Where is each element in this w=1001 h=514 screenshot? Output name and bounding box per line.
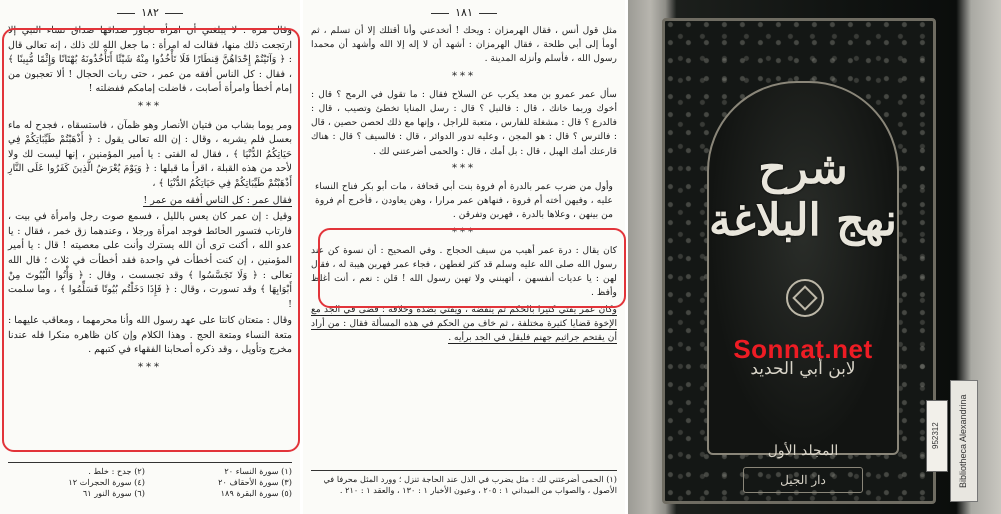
footnote: (٢) جدح : خلط . — [88, 466, 145, 476]
footnotes — [311, 470, 617, 496]
page-number: ١٨٢ — [0, 6, 300, 19]
paragraph — [8, 194, 292, 209]
cover-volume: المجلد الأول — [767, 443, 839, 459]
cover-title-line: شرح — [758, 143, 848, 194]
underlined-quote: فقال عمر : كل الناس أفقه من عمر ! — [143, 194, 292, 206]
section-separator: *** — [138, 362, 162, 374]
footnote: (٤) سورة الحجرات ١٢ — [68, 477, 145, 487]
paragraph: مثل قول أنس ، فقال الهرمزان : ويحك ! أتخدعني وأنا أقتلك إلا أن تسلم ، ثم أومأ إلى أبي طلحة ، فقال الهرمزان : أشهد أن لا إله إلا الله وأشهد أن محمدا رسول الله ، فأسلم وأنزله المدينة . — [311, 25, 617, 65]
cover-publisher: دار الجيل — [743, 467, 863, 493]
footnote: (١) سورة النساء ٢٠ — [224, 466, 292, 476]
footnote: (١) الحمى أضرعتني لك : مثل يضرب في الذل عند الحاجة تنزل ؛ وورد المثل محرفا في الأصول ، والصواب من الميداني ١ : ٢٠٥ ، وعيون الأخبار ١ : ١٣٠ ، والعقد ١ : ٢١٠ . — [323, 474, 617, 495]
section-separator: *** — [452, 70, 476, 82]
page-number: ١٨١ — [303, 6, 625, 19]
cover-ornament-panel — [662, 18, 936, 504]
section-separator: *** — [138, 100, 162, 112]
paragraph: وقيل : إن عمر كان يعس بالليل ، فسمع صوت رجل وامرأة في بيت ، فارتاب فتسور الحائط فوجد امرأة ورجلا ، وعندهما زق خمر ، فقال : يا عدو الله ، أكنت ترى أن الله يسترك وأنت على معصيته ! قال : يا أمير المؤمنين ، إن كنت أخطأت في واحدة فقد أخطأت في ثلاث ؛ قال الله تعالى : ﴿ وَلَا تَجَسَّسُوا ﴾ وقد تجسست ، وقال : ﴿ وَأْتُوا الْبُيُوتَ مِنْ أَبْوَابِهَا ﴾ وقد تسورت ، وقال : ﴿ فَإِذَا دَخَلْتُم بُيُوتًا فَسَلِّمُوا ﴾ ، وما سلمت ! — [8, 211, 292, 310]
footnote: (٥) سورة البقرة ١٨٩ — [220, 488, 292, 498]
paragraph: وأول من ضرب عمر بالدرة أم فروة بنت أبي قحافة ، مات أبو بكر فناح النساء عليه ، وفيهن أخته أم فروة ، فنهاهن عمر مرارا ، وهن يعاودن ، فأخرج أم فروة من بينهن ، وعلاها بالدرة ، فهربن وتفرقن . — [315, 181, 613, 221]
footnote: (٦) سورة النور ٦١ — [82, 488, 145, 498]
right-page — [303, 0, 625, 514]
cover-arch-frame — [707, 81, 899, 459]
paragraph: ومر يوما بشاب من فتيان الأنصار وهو ظمآن ، فاستسقاه ، فجدح له ماء بعسل فلم يشربه ، وقال : إن الله تعالى يقول : ﴿ أَذْهَبْتُمْ طَيِّبَاتِكُمْ فِي حَيَاتِكُمُ الدُّنْيَا ﴾ ، فقال له الفتى : يا أمير المؤمنين ، إنها ليست لك ولا لأحد من هذه القبلة ، اقرأ ما قبلها : ﴿ وَيَوْمَ يُعْرَضُ الَّذِينَ كَفَرُوا عَلَى النَّارِ أَذْهَبْتُمْ طَيِّبَاتِكُمْ فِي حَيَاتِكُمُ الدُّنْيَا ﴾ ، — [8, 119, 292, 189]
shelfmark-label: 952312 — [926, 400, 948, 472]
footnote: (٣) سورة الأحقاف ٢٠ — [218, 477, 292, 487]
page-body — [8, 24, 292, 380]
rosette-icon — [786, 279, 824, 317]
paragraph: سأل عمر عمرو بن معد يكرب عن السلاح فقال : ما تقول في الرمح ؟ قال : أخوك وربما خانك ، قال : فالنبل ؟ قال : رسل المنايا تخطئ وتصيب ، قال : فالدرع ؟ قال : مشغلة للفارس ، متعبة للراجل ، وإنها مع ذلك لحصن حصين ، قال : فالترس ؟ قال : هو المجن ، وعليه تدور الدوائر ، قال : فالسيف ؟ قال : هناك قارعتك أمك الهبل ، قال : بل أمك ، قال : والحمى أضرعتني لك . — [311, 88, 617, 157]
section-separator: *** — [452, 226, 476, 238]
footnotes — [8, 462, 292, 499]
paragraph — [311, 303, 617, 346]
paragraph: وقال : متعتان كانتا على عهد رسول الله وأنا محرمهما ، ومعاقب عليهما : متعة النساء ومتعة الحج . وهذا الكلام وإن كان ظاهره منكرا فله عندنا مخرج وتأويل ، وقد ذكره أصحابنا الفقهاء في كتبهم . — [8, 315, 292, 356]
left-page — [0, 0, 300, 514]
watermark: Sonnat.net — [733, 334, 873, 364]
underlined-passage: وكان عمر يفتي كثيرا بالحكم ثم ينقضه ، ويفتي بضده وخلافه ؛ قضى في الجد مع الإخوة قضايا كثيرة مختلفة ، ثم خاف من الحكم في هذه المسألة فقال : من أراد أن يقتحم جراثيم جهنم فليقل في الجد برأيه . — [311, 303, 617, 344]
section-separator: *** — [452, 162, 476, 174]
cover-title-line: نهج البلاغة — [708, 195, 897, 246]
paragraph: وقال مرة : لا يبلغني أن امرأة تجاوز صداقها صداق نساء النبي إلا ارتجعت ذلك منها، فقالت له امرأة : ما جعل الله لك ذلك ، إنه تعالى قال : ﴿ وَآتَيْتُمْ إِحْدَاهُنَّ قِنطَارًا فَلَا تَأْخُذُوا مِنْهُ شَيْئًا أَتَأْخُذُونَهُ بُهْتَانًا وَإِثْمًا مُّبِينًا ﴾ ، فقال : كل الناس أفقه من عمر ، حتى ربات الحجال ! ألا تعجبون من إمام أخطأ وامرأة أصابت ، فاضلت إمامكم ففضلته ! — [8, 25, 292, 95]
paragraph: كان يقال : درة عمر أهيب من سيف الحجاج . وفي الصحيح : أن نسوة كن عند رسول الله صلى الله عليه وسلم قد كثر لغطهن ، فجاء عمر فهربن هيبة له ، فقال لهن : يا عديات أنفسهن ، أتهبنني ولا تهبن رسول الله ! قلن : نعم ، أنت أغلظ وأفظ . — [311, 244, 617, 299]
cover-author: لابن أبي الحديد — [750, 359, 856, 379]
page-body — [311, 24, 617, 347]
library-label: Bibliotheca Alexandrina — [950, 380, 978, 502]
cover-title — [709, 143, 897, 247]
